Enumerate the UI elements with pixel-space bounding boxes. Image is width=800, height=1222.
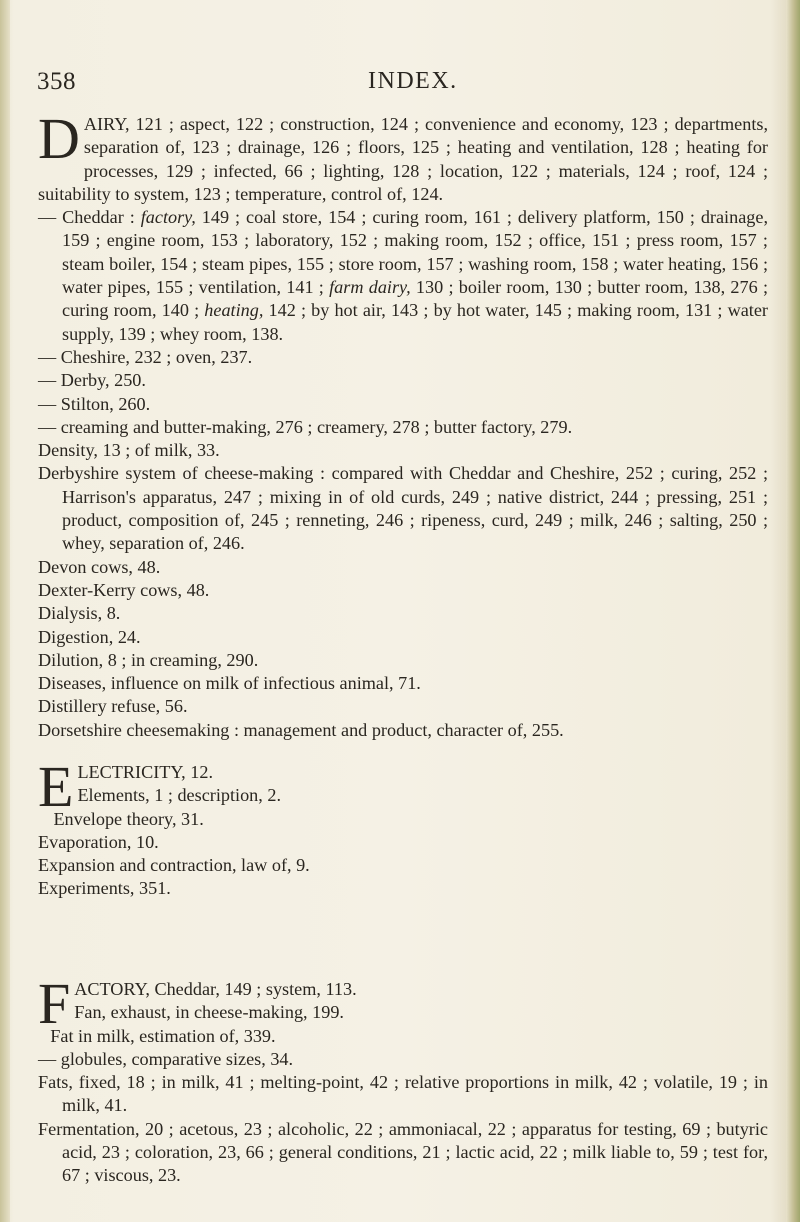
entry-text: Fat in milk, estimation of, 339. [50, 1025, 276, 1046]
entry-text: — Stilton, 260. [38, 393, 151, 414]
entry-text: Density, 13 ; of milk, 33. [38, 440, 220, 461]
drop-cap-initial: D [38, 106, 80, 171]
entry-text: Dexter-Kerry cows, 48. [38, 579, 210, 600]
entry-text: Elements, 1 ; description, 2. [77, 785, 281, 806]
index-entry [38, 393, 768, 416]
index-entry [38, 672, 768, 695]
entry-text: — globules, comparative sizes, 34. [38, 1048, 294, 1069]
entry-text: LECTRICITY, 12. [77, 762, 213, 782]
index-entry [38, 831, 768, 854]
entry-text: 142 ; by hot air, 143 ; by hot water, 145 ; making room, 131 ; water supply, 139 ; whey room, 138. [62, 300, 768, 344]
entry-text: Devon cows, 48. [38, 556, 161, 577]
index-entry [38, 1071, 768, 1118]
index-entry [38, 1048, 768, 1071]
entry-text: ACTORY, Cheddar, 149 ; system, 113. [74, 979, 357, 999]
index-entry [38, 439, 768, 462]
drop-cap-initial: E [38, 754, 74, 819]
entry-text: — Cheshire, 232 ; oven, 237. [38, 346, 253, 367]
entry-text: Fan, exhaust, in cheese-making, 199. [74, 1002, 344, 1023]
entry-text: — Derby, 250. [38, 370, 146, 391]
index-entry [38, 695, 768, 718]
entry-text: 130 ; boiler room, 130 ; butter room, 138, 276 ; curing room, 140 ; [62, 277, 768, 321]
entry-text: Dilution, 8 ; in creaming, 290. [38, 649, 259, 670]
index-entry [38, 784, 768, 807]
index-entry [38, 854, 768, 877]
index-entry [38, 579, 768, 602]
entry-text: Diseases, influence on milk of infectious animal, 71. [38, 673, 421, 694]
index-entry [38, 808, 768, 831]
page-title: INDEX. [368, 68, 458, 94]
entry-text: Envelope theory, 31. [53, 808, 204, 829]
entry-text: Evaporation, 10. [38, 831, 159, 852]
entry-text: Dorsetshire cheesemaking : management and product, character of, 255. [38, 719, 564, 740]
entry-text: Dialysis, 8. [38, 603, 121, 624]
entry-text: Digestion, 24. [38, 626, 141, 647]
index-section-d [38, 106, 768, 742]
index-entry [38, 1001, 768, 1024]
entry-text: Expansion and contraction, law of, 9. [38, 855, 310, 876]
page-number: 358 [37, 68, 76, 95]
index-entry [38, 649, 768, 672]
index-entry [38, 1118, 768, 1188]
entry-text: Derbyshire system of cheese-making : compared with Cheddar and Cheshire, 252 ; curing, 252 ; Harrison's apparatus, 247 ; mixing in of old curds, 249 ; native district, 244 ; pressing, 251 ; product, composition of, 245 ; renneting, 246 ; ripeness, curd, 249 ; milk, 246 ; salting, 250 ; whey, separation of, 246. [38, 463, 768, 554]
entry-text: — creaming and butter-making, 276 ; creamery, 278 ; butter factory, 279. [38, 416, 573, 437]
entry-text: AIRY, 121 ; aspect, 122 ; construction, 124 ; convenience and economy, 123 ; departments, separation of, 123 ; drainage, 126 ; floors, 125 ; heating and ventilation, 128 ; heating for processes, 129 ; infected, 66 ; lighting, 128 ; location, 122 ; materials, 124 ; roof, 124 ; suitability to system, 123 ; temperature, control of, 124. [38, 114, 768, 204]
index-entry [38, 556, 768, 579]
index-entry [38, 369, 768, 392]
entry-text: — Cheddar : [38, 207, 141, 228]
entry-text: Fermentation, 20 ; acetous, 23 ; alcoholic, 22 ; ammoniacal, 22 ; apparatus for testing, 69 ; butyric acid, 23 ; coloration, 23, 66 ; general conditions, 21 ; lactic acid, 22 ; milk liable to, 59 ; test for, 67 ; viscous, 23. [38, 1118, 768, 1186]
index-section-f [38, 971, 768, 1188]
index-entry [38, 877, 768, 900]
index-entry [38, 106, 768, 206]
entry-text: Experiments, 351. [38, 878, 171, 899]
index-entry [38, 206, 768, 346]
drop-cap-initial: F [38, 971, 71, 1036]
index-entry [38, 462, 768, 555]
entry-text: Fats, fixed, 18 ; in milk, 41 ; melting-point, 42 ; relative proportions in milk, 42 ; volatile, 19 ; in milk, 41. [38, 1072, 768, 1116]
index-entry [38, 602, 768, 625]
entry-italic-text: heating, [204, 300, 264, 321]
index-entry [38, 626, 768, 649]
entry-italic-text: factory, [140, 207, 196, 228]
index-entry [38, 719, 768, 742]
index-entry [38, 346, 768, 369]
entry-italic-text: farm dairy, [329, 277, 411, 298]
index-section-e [38, 754, 768, 901]
entry-text: Distillery refuse, 56. [38, 696, 188, 717]
entry-text: 149 ; coal store, 154 ; curing room, 161 ; delivery platform, 150 ; drainage, 159 ; engine room, 153 ; laboratory, 152 ; making room, 152 ; office, 151 ; press room, 157 ; steam boiler, 154 ; steam pipes, 155 ; store room, 157 ; washing room, 158 ; water heating, 156 ; water pipes, 155 ; ventilation, 141 ; [62, 207, 768, 298]
index-entry [38, 416, 768, 439]
index-entry [38, 1025, 768, 1048]
